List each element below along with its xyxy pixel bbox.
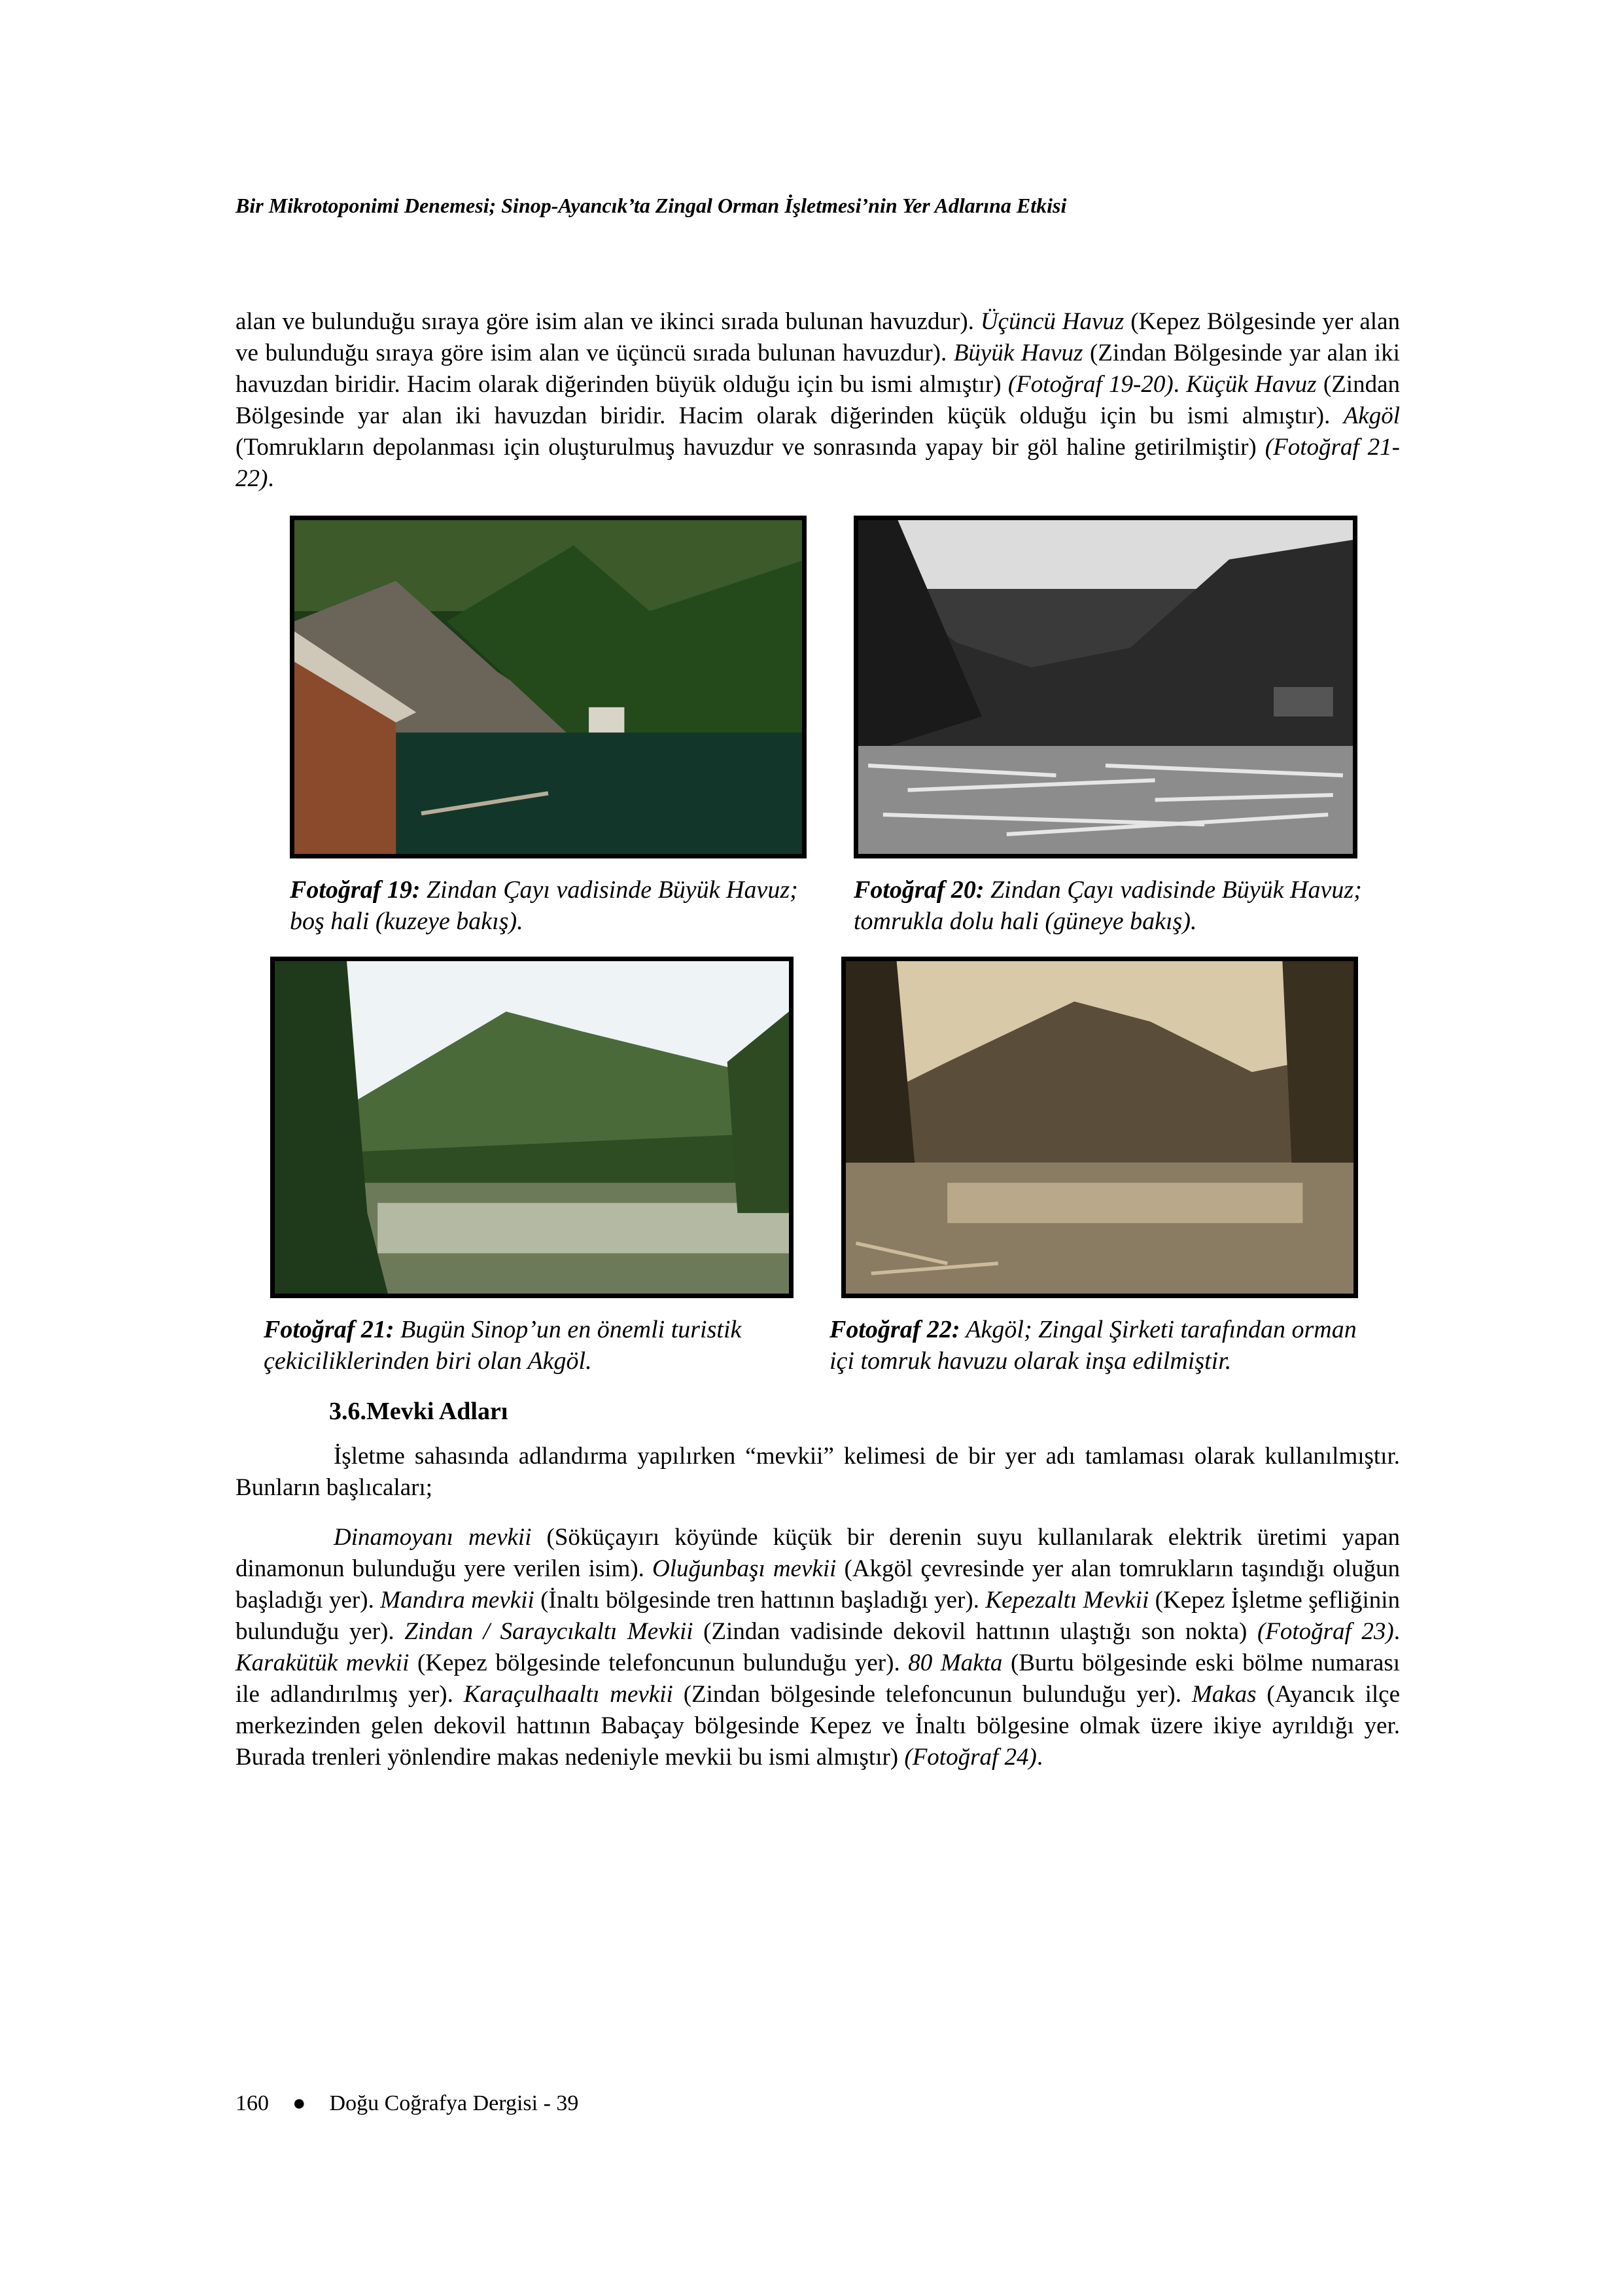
caption-photo-22 — [829, 1314, 1379, 1377]
para1-run: . — [268, 465, 274, 492]
photo-21 — [270, 957, 794, 1298]
para1-run: . — [1173, 371, 1187, 398]
section-heading: 3.6.Mevki Adları — [329, 1398, 508, 1425]
caption-photo-20 — [854, 874, 1364, 937]
para1-run: Akgöl — [1343, 402, 1400, 429]
photo-19 — [290, 516, 807, 858]
para3-run: (Zindan vadisinde dekovil hattının ulaştığı son nokta) — [693, 1618, 1257, 1645]
caption-label: Fotoğraf 20: — [854, 876, 985, 904]
para3-run: (İnaltı bölgesinde tren hattının başladığı yer). — [534, 1587, 986, 1614]
photo-22 — [841, 957, 1358, 1298]
para3-run: 80 Makta — [908, 1650, 1003, 1676]
photo-19-image — [294, 520, 802, 854]
caption-text: Bugün Sinop’un en önemli turistik çekiciliklerinden biri olan Akgöl. — [264, 1316, 742, 1375]
para3-run: Karakütük mevkii — [236, 1650, 410, 1676]
para3-run: (Akgöl çevresinde yer alan tomrukların taşındığı oluğun başladığı yer). — [236, 1555, 1400, 1614]
caption-text: Zindan Çayı vadisinde Büyük Havuz; boş hali (kuzeye bakış). — [290, 876, 798, 935]
page-number: 160 — [236, 2091, 269, 2115]
para3-run: Dinamoyanı mevkii — [334, 1524, 532, 1551]
para1-run: (Fotoğraf 19-20) — [1007, 371, 1174, 398]
para3-run: Kepezaltı Mevkii — [985, 1587, 1149, 1614]
para1-run: Üçüncü Havuz — [980, 308, 1125, 335]
journal-name: Doğu Coğrafya Dergisi - 39 — [329, 2091, 579, 2115]
paragraph-mevki-list — [236, 1522, 1400, 1773]
para3-run: . — [1393, 1618, 1400, 1645]
photo-20-image — [858, 520, 1353, 854]
para3-run: (Fotoğraf 23) — [1257, 1618, 1394, 1645]
caption-text: Zindan Çayı vadisinde Büyük Havuz; tomrukla dolu hali (güneye bakış). — [854, 876, 1362, 935]
para3-run: (Zindan bölgesinde telefoncunun bulunduğu yer). — [672, 1681, 1192, 1708]
para3-run: Oluğunbaşı mevkii — [652, 1555, 837, 1582]
caption-photo-19 — [290, 874, 807, 937]
caption-label: Fotoğraf 21: — [264, 1316, 394, 1343]
para1-run: (Kepez Bölgesinde yer alan ve bulunduğu sıraya göre isim alan ve üçüncü sırada bulunan havuzdur). — [236, 308, 1400, 366]
para3-run: (Kepez bölgesinde telefoncunun bulunduğu yer). — [409, 1650, 909, 1676]
caption-label: Fotoğraf 19: — [290, 876, 421, 904]
para3-run: Karaçulhaaltı mevkii — [463, 1681, 673, 1708]
para3-run: (Burtu bölgesinde eski bölme numarası ile adlandırılmış yer). — [236, 1650, 1401, 1708]
para3-run: (Ayancık ilçe merkezinden gelen dekovil hattının Babaçay bölgesinde Kepez ve İnaltı bölgesine olmak üzere ikiye ayrıldığı yer. Burada trenleri yönlendire makas nedeniyle mevkii bu ismi almıştır) — [236, 1681, 1400, 1771]
para1-run: Büyük Havuz — [953, 340, 1083, 366]
para1-run: Küçük Havuz — [1186, 371, 1317, 398]
photo-20 — [854, 516, 1357, 858]
running-head: Bir Mikrotoponimi Denemesi; Sinop-Ayancık’ta Zingal Orman İşletmesi’nin Yer Adlarına Etkisi — [236, 194, 1067, 217]
para1-run: (Zindan Bölgesinde yar alan iki havuzdan biridir. Hacim olarak diğerinden büyük olduğu için bu ismi almıştır) — [236, 340, 1400, 398]
footer-bullet: ● — [292, 2091, 306, 2115]
caption-label: Fotoğraf 22: — [829, 1316, 960, 1343]
para3-run: (Fotoğraf 24) — [904, 1744, 1037, 1771]
para3-run: (Söküçayırı köyünde küçük bir derenin suyu kullanılarak elektrik üretimi yapan dinamonun bulunduğu yere verilen isim). — [236, 1524, 1400, 1582]
para1-run: alan ve bulunduğu sıraya göre isim alan ve ikinci sırada bulunan havuzdur). — [236, 308, 981, 335]
para3-run: . — [1036, 1744, 1043, 1771]
caption-photo-21 — [264, 1314, 807, 1377]
photo-22-image — [846, 961, 1353, 1294]
para1-run: (Tomrukların depolanması için oluşturulmuş havuzdur ve sonrasında yapay bir göl haline getirilmiştir) — [236, 434, 1265, 461]
para1-run: (Fotoğraf 21-22) — [236, 434, 1400, 492]
para3-run: Mandıra mevkii — [380, 1587, 534, 1614]
para3-run: Makas — [1191, 1681, 1257, 1708]
paragraph-mevkii-intro: İşletme sahasında adlandırma yapılırken “mevkii” kelimesi de bir yer adı tamlaması olarak kullanılmıştır. Bunların başlıcaları; — [236, 1443, 1400, 1501]
para1-run: (Zindan Bölgesinde yar alan iki havuzdan biridir. Hacim olarak diğerinden küçük olduğu için bu ismi almıştır). — [236, 371, 1400, 429]
caption-text: Akgöl; Zingal Şirketi tarafından orman içi tomruk havuzu olarak inşa edilmiştir. — [829, 1316, 1357, 1375]
page-footer — [236, 2091, 578, 2116]
para3-run: (Kepez İşletme şefliğinin bulunduğu yer). — [236, 1587, 1401, 1645]
paragraph-havuz — [236, 306, 1400, 495]
photo-21-image — [275, 961, 789, 1294]
para3-run: Zindan / Saraycıkaltı Mevkii — [404, 1618, 693, 1645]
